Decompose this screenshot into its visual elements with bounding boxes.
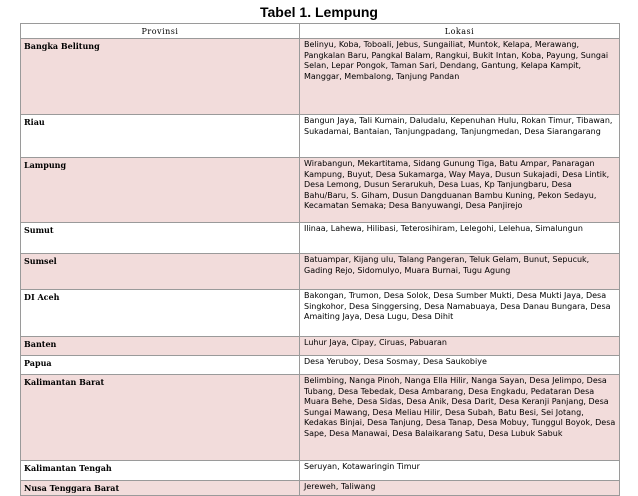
table-header-row	[21, 24, 620, 39]
cell-lokasi: Belimbing, Nanga Pinoh, Nanga Ella Hilir, Nanga Sayan, Desa Jelimpo, Desa Tubang, Desa Tebedak, Desa Ambarang, Desa Engkadu, Pedataran Desa Muara Behe, Desa Sidas, Desa Anik, Desa Darit, Desa Keranji Panjang, Desa Sungai Mawang, Desa Meliau Hilir, Desa Subah, Batu Besi, Sei Jotang, Kedakas Binjai, Desa Tanjung, Desa Tanap, Desa Mobuy, Tunggul Boyok, Desa Sape, Desa Manawai, Desa Balaikarang Satu, Desa Lubuk Sabuk	[300, 375, 620, 461]
cell-provinsi: Riau	[21, 115, 300, 158]
cell-provinsi: Banten	[21, 337, 300, 356]
cell-provinsi: Papua	[21, 356, 300, 375]
cell-lokasi: Desa Yeruboy, Desa Sosmay, Desa Saukobiye	[300, 356, 620, 375]
cell-lokasi: Jereweh, Taliwang	[300, 481, 620, 496]
table-row	[21, 356, 620, 375]
table-title: Tabel 1. Lempung	[260, 4, 378, 20]
cell-lokasi: Ilinaa, Lahewa, Hilibasi, Teterosihiram, Lelegohi, Lelehua, Simalungun	[300, 223, 620, 254]
cell-provinsi: DI Aceh	[21, 290, 300, 337]
cell-provinsi: Lampung	[21, 158, 300, 223]
table-row	[21, 481, 620, 496]
cell-provinsi: Sumsel	[21, 254, 300, 290]
table-row	[21, 254, 620, 290]
header-provinsi: Provinsi	[21, 24, 300, 39]
lempung-table	[20, 23, 620, 496]
cell-lokasi: Wirabangun, Mekartitama, Sidang Gunung Tiga, Batu Ampar, Panaragan Kampung, Buyut, Desa Sukamarga, Way Maya, Dusun Sukajadi, Desa Lintik, Desa Lemong, Dusun Serarukuh, Desa Luas, Kp Tanjungbaru, Desa Bahu/Baru, S. Giham, Dusun Dangduanan Bambu Kuning, Pekon Sedayu, Kecamatan Semaka; Desa Banyuwangi, Desa Panjirejo	[300, 158, 620, 223]
cell-provinsi: Kalimantan Barat	[21, 375, 300, 461]
cell-provinsi: Bangka Belitung	[21, 39, 300, 115]
cell-provinsi: Nusa Tenggara Barat	[21, 481, 300, 496]
cell-lokasi: Batuampar, Kijang ulu, Talang Pangeran, Teluk Gelam, Bunut, Sepucuk, Gading Rejo, Sidomulyo, Muara Burnai, Tugu Agung	[300, 254, 620, 290]
cell-lokasi: Luhur Jaya, Cipay, Ciruas, Pabuaran	[300, 337, 620, 356]
cell-lokasi: Belinyu, Koba, Toboali, Jebus, Sungailiat, Muntok, Kelapa, Merawang, Pangkalan Baru, Pangkal Balam, Rangkui, Bukit Intan, Koba, Payung, Sungai Selan, Lepar Pongok, Taman Sari, Dendang, Gantung, Kelapa Kampit, Manggar, Membalong, Tanjung Pandan	[300, 39, 620, 115]
table-row	[21, 158, 620, 223]
header-lokasi: Lokasi	[300, 24, 620, 39]
cell-lokasi: Bakongan, Trumon, Desa Solok, Desa Sumber Mukti, Desa Mukti Jaya, Desa Singkohor, Desa Singgersing, Desa Namabuaya, Desa Danau Bungara, Desa Amaiting Jaya, Desa Lugu, Desa Dihit	[300, 290, 620, 337]
table-row	[21, 375, 620, 461]
table-row	[21, 461, 620, 481]
cell-lokasi: Seruyan, Kotawaringin Timur	[300, 461, 620, 481]
table-row	[21, 337, 620, 356]
table-row	[21, 39, 620, 115]
table-row	[21, 223, 620, 254]
table-row	[21, 115, 620, 158]
cell-lokasi: Bangun Jaya, Tali Kumain, Daludalu, Kepenuhan Hulu, Rokan Timur, Tibawan, Sukadamai, Bantaian, Tanjungpadang, Tanjungmedan, Desa Siarangarang	[300, 115, 620, 158]
cell-provinsi: Kalimantan Tengah	[21, 461, 300, 481]
table-row	[21, 290, 620, 337]
cell-provinsi: Sumut	[21, 223, 300, 254]
